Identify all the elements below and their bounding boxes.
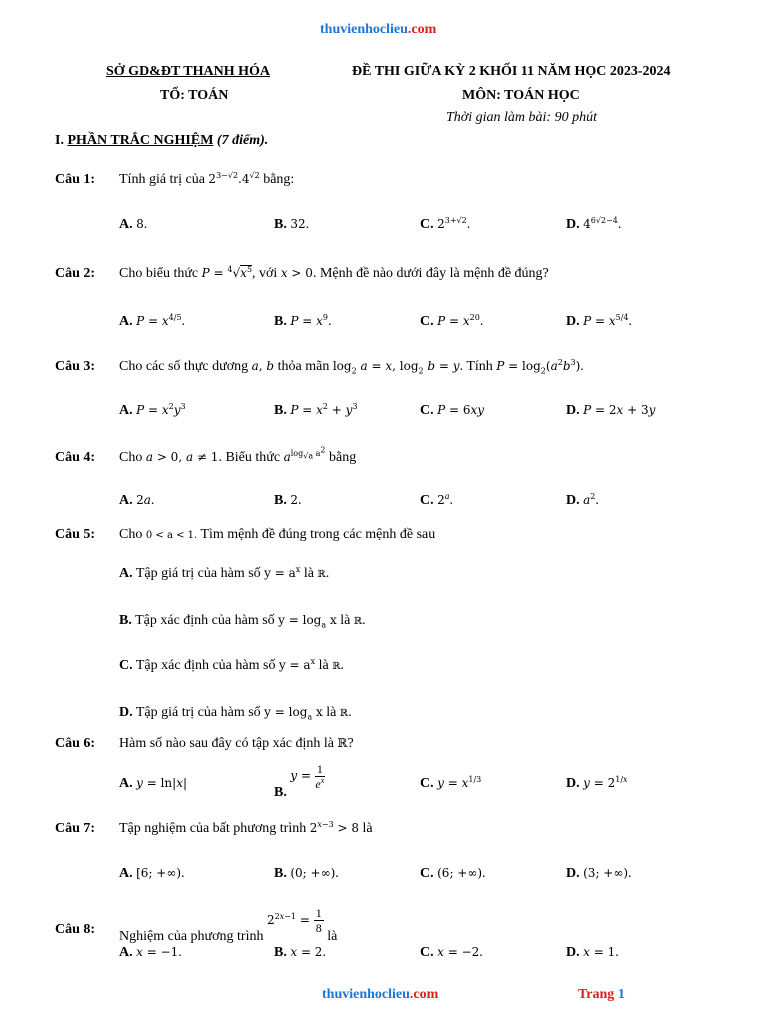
question-text: Hàm số nào sau đây có tập xác định là ℝ? [119, 736, 354, 751]
question-label: Câu 6: [55, 736, 96, 751]
answer-option[interactable]: C. 2$^a$. [420, 492, 454, 508]
answer-option[interactable]: C. $2^{3+√2}$. [420, 216, 471, 232]
question-text: Cho các số thực dương a, b thỏa mãn $\log_2 a = x$, $\log_2 b = y$. Tính $P = \log_2(a^2b^3)$. [119, 358, 584, 376]
answer-option[interactable]: C. P = 6xy [420, 403, 485, 418]
page-number: Trang 1 [578, 987, 625, 1002]
math-expression: $P = ^4√x^5$ [201, 265, 253, 280]
answer-option[interactable]: B. $P = x^9$. [274, 313, 332, 329]
question-text: Cho 0 < a < 1. Tìm mệnh đề đúng trong các mệnh đề sau [119, 527, 436, 542]
answer-option[interactable]: B. 32. [274, 217, 310, 232]
school-name: SỞ GD&ĐT THANH HÓA [106, 64, 271, 79]
exam-duration: Thời gian làm bài: 90 phút [446, 110, 597, 125]
answer-option[interactable]: C. Tập xác định của hàm số $y = a^x$ là ℝ. [119, 657, 344, 673]
question-label: Câu 2: [55, 266, 96, 281]
question-text: Cho biểu thức $P = ^4√x^5$, với x > 0. Mệnh đề nào dưới đây là mệnh đề đúng? [119, 265, 549, 281]
question-label: Câu 5: [55, 527, 96, 542]
answer-option[interactable]: D. (3; +∞). [566, 866, 632, 881]
question-text: Tính giá trị của $2^{3-√2}.4^{√2}$ bằng: [119, 171, 295, 187]
answer-option[interactable]: A. [6; +∞). [119, 866, 185, 881]
footer-site-link[interactable]: thuvienhoclieu.com [322, 987, 439, 1002]
math-expression: $2^{3-√2}.4^{√2}$ [208, 171, 260, 186]
answer-option[interactable]: A. y = ln|x| [119, 776, 188, 791]
answer-option[interactable]: C. $y = x^{1/3}$ [420, 775, 482, 791]
answer-option[interactable]: B. 2. [274, 493, 302, 508]
site-header[interactable]: thuvienhoclieu.com [320, 22, 437, 37]
answer-option[interactable]: D. $a^2$. [566, 492, 599, 508]
question-label: Câu 4: [55, 450, 96, 465]
question-text: Cho a > 0, a ≠ 1. Biểu thức $a^{log_{√a} a^2}$ bằng [119, 445, 357, 465]
answer-option[interactable]: D. P = 2x + 3y [566, 403, 656, 418]
answer-option[interactable]: B. x = 2. [274, 945, 326, 960]
answer-option[interactable]: C. $P = x^{20}$. [420, 313, 484, 329]
answer-option[interactable]: D. x = 1. [566, 945, 619, 960]
answer-option[interactable]: B. y = $\frac{1}{e^x}$ [274, 762, 325, 800]
department-name: TỔ: TOÁN [160, 88, 229, 103]
answer-option[interactable]: D. $y = 2^{1/x}$ [566, 775, 628, 791]
answer-option[interactable]: B. $P = x^2 + y^3$ [274, 402, 358, 418]
answer-option[interactable]: D. Tập giá trị của hàm số $y = \log_a x$ là ℝ. [119, 705, 352, 722]
question-text: Tập nghiệm của bất phương trình $2^{x-3} > 8$ là [119, 820, 373, 836]
answer-option[interactable]: B. Tập xác định của hàm số $y = \log_a x$ là ℝ. [119, 613, 366, 630]
answer-option[interactable]: C. x = −2. [420, 945, 483, 960]
question-label: Câu 1: [55, 172, 96, 187]
answer-option[interactable]: A. 2a. [119, 493, 155, 508]
answer-option[interactable]: D. $4^{6√2-4}$. [566, 216, 622, 232]
answer-option[interactable]: A. $P = x^2y^3$ [119, 402, 186, 418]
question-label: Câu 8: [55, 922, 96, 937]
question-text: Nghiệm của phương trình $2^{2x-1}$ = $\frac{1}{8}$ là [119, 906, 338, 944]
answer-option[interactable]: D. $P = x^{5/4}$. [566, 313, 633, 329]
answer-option[interactable]: A. Tập giá trị của hàm số $y = a^x$ là ℝ. [119, 565, 330, 581]
answer-option[interactable]: C. (6; +∞). [420, 866, 486, 881]
answer-option[interactable]: A. $P = x^{4/5}$. [119, 313, 186, 329]
answer-option[interactable]: A. x = −1. [119, 945, 182, 960]
subject-title: MÔN: TOÁN HỌC [462, 88, 580, 103]
answer-option[interactable]: B. (0; +∞). [274, 866, 339, 881]
question-label: Câu 7: [55, 821, 96, 836]
question-label: Câu 3: [55, 359, 96, 374]
answer-option[interactable]: A. 8. [119, 217, 148, 232]
section-title: I. PHẦN TRẮC NGHIỆM (7 điểm). [55, 133, 269, 148]
exam-title: ĐỀ THI GIỮA KỲ 2 KHỐI 11 NĂM HỌC 2023-2024 [352, 64, 671, 79]
